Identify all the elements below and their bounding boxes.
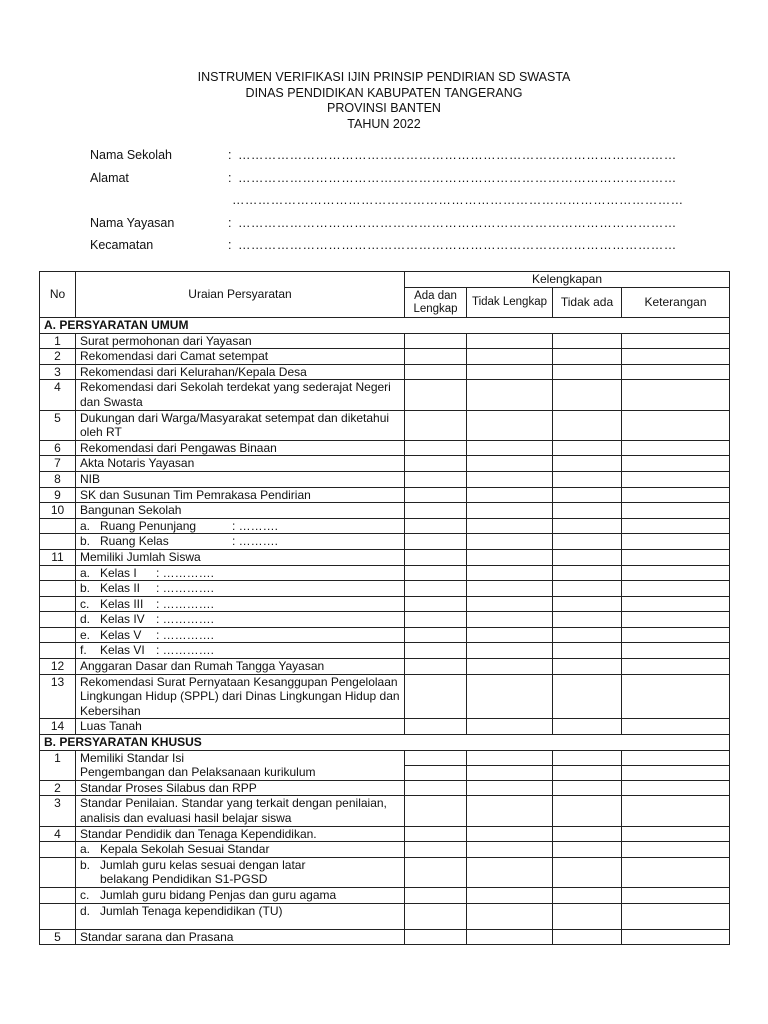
check-cell[interactable] — [553, 518, 622, 534]
info-row-alamat — [90, 169, 677, 192]
row-number: 4 — [40, 380, 76, 410]
keterangan-cell[interactable] — [622, 333, 730, 349]
check-cell[interactable] — [467, 565, 553, 581]
check-cell[interactable] — [405, 349, 467, 365]
check-cell[interactable] — [553, 440, 622, 456]
sub-value[interactable]: : …………. — [156, 612, 215, 627]
row-sub-item — [76, 857, 405, 887]
check-cell[interactable] — [467, 456, 553, 472]
document-header — [0, 70, 768, 132]
keterangan-cell[interactable] — [622, 410, 730, 440]
row-sub-item — [76, 612, 405, 628]
row-requirement: NIB — [76, 471, 405, 487]
check-cell[interactable] — [553, 487, 622, 503]
check-cell[interactable] — [553, 765, 622, 780]
check-cell[interactable] — [553, 627, 622, 643]
check-cell[interactable] — [405, 440, 467, 456]
row-number: 4 — [40, 826, 76, 842]
row-number: 2 — [40, 349, 76, 365]
table-row — [40, 549, 730, 565]
requirements-table — [39, 271, 730, 945]
table-row — [40, 333, 730, 349]
row-number-empty — [40, 842, 76, 858]
sub-value[interactable]: : ………. — [232, 518, 279, 533]
check-cell[interactable] — [405, 487, 467, 503]
row-sub-item — [76, 565, 405, 581]
check-cell[interactable] — [405, 380, 467, 410]
row-requirement: Rekomendasi dari Sekolah terdekat yang sederajat Negeri dan Swasta — [76, 380, 405, 410]
sub-label: Kelas I — [100, 565, 137, 580]
check-cell[interactable] — [553, 581, 622, 597]
check-cell[interactable] — [553, 471, 622, 487]
keterangan-cell[interactable] — [622, 456, 730, 472]
check-cell[interactable] — [467, 410, 553, 440]
row-sub-item — [76, 643, 405, 659]
row-requirement: Luas Tanah — [76, 719, 405, 735]
check-cell[interactable] — [553, 410, 622, 440]
sub-letter: c. — [80, 596, 90, 611]
check-cell[interactable] — [405, 612, 467, 628]
check-cell[interactable] — [405, 456, 467, 472]
keterangan-cell[interactable] — [622, 596, 730, 612]
check-cell[interactable] — [405, 659, 467, 675]
check-cell[interactable] — [405, 674, 467, 719]
check-cell[interactable] — [553, 565, 622, 581]
row-sub-item — [76, 842, 405, 858]
keterangan-cell[interactable] — [622, 440, 730, 456]
check-cell[interactable] — [467, 780, 553, 796]
check-cell[interactable] — [405, 826, 467, 842]
table-row — [40, 612, 730, 628]
keterangan-cell[interactable] — [622, 380, 730, 410]
row-number-empty — [40, 596, 76, 612]
keterangan-cell[interactable] — [622, 364, 730, 380]
table-row — [40, 796, 730, 826]
column-header-no: No — [40, 272, 76, 318]
check-cell[interactable] — [405, 903, 467, 929]
row-number-empty — [40, 643, 76, 659]
row-number: 5 — [40, 410, 76, 440]
check-cell[interactable] — [405, 765, 467, 780]
column-header-tidak-lengkap: Tidak Lengkap — [467, 288, 553, 318]
column-header-kelengkapan: Kelengkapan — [405, 272, 730, 288]
keterangan-cell[interactable] — [622, 719, 730, 735]
row-requirement: Pengembangan dan Pelaksanaan kurikulum — [76, 765, 405, 780]
row-sub-item — [76, 581, 405, 597]
info-row-alamat-cont — [90, 191, 684, 214]
table-row — [40, 456, 730, 472]
row-sub-item — [76, 887, 405, 903]
keterangan-cell[interactable] — [622, 549, 730, 565]
check-cell[interactable] — [553, 503, 622, 519]
header-year: TAHUN 2022 — [347, 116, 421, 131]
check-cell[interactable] — [405, 333, 467, 349]
keterangan-cell[interactable] — [622, 826, 730, 842]
keterangan-cell[interactable] — [622, 487, 730, 503]
check-cell[interactable] — [405, 410, 467, 440]
check-cell[interactable] — [553, 349, 622, 365]
check-cell[interactable] — [467, 929, 553, 945]
sub-letter: d. — [80, 903, 91, 918]
sub-value[interactable]: : ………. — [232, 534, 279, 549]
check-cell[interactable] — [553, 842, 622, 858]
check-cell[interactable] — [405, 518, 467, 534]
row-requirement: Anggaran Dasar dan Rumah Tangga Yayasan — [76, 659, 405, 675]
fill-in-dots[interactable]: …………………………………………………………………………………………… — [232, 193, 684, 207]
table-row — [40, 364, 730, 380]
check-cell[interactable] — [467, 796, 553, 826]
row-number-empty — [40, 887, 76, 903]
check-cell[interactable] — [405, 929, 467, 945]
keterangan-cell[interactable] — [622, 750, 730, 765]
table-row — [40, 887, 730, 903]
check-cell[interactable] — [405, 780, 467, 796]
row-requirement: Rekomendasi dari Pengawas Binaan — [76, 440, 405, 456]
row-number: 5 — [40, 929, 76, 945]
table-row — [40, 674, 730, 719]
check-cell[interactable] — [405, 503, 467, 519]
row-sub-item — [76, 596, 405, 612]
check-cell[interactable] — [553, 549, 622, 565]
row-requirement: Standar sarana dan Prasana — [76, 929, 405, 945]
check-cell[interactable] — [467, 549, 553, 565]
check-cell[interactable] — [553, 719, 622, 735]
table-row — [40, 719, 730, 735]
sub-label: Kelas V — [100, 627, 142, 642]
check-cell[interactable] — [467, 842, 553, 858]
table-row — [40, 929, 730, 945]
table-row — [40, 410, 730, 440]
check-cell[interactable] — [553, 674, 622, 719]
check-cell[interactable] — [405, 534, 467, 550]
header-title: INSTRUMEN VERIFIKASI IJIN PRINSIP PENDIRIAN SD SWASTA — [197, 70, 571, 84]
check-cell[interactable] — [467, 857, 553, 887]
check-cell[interactable] — [467, 596, 553, 612]
check-cell[interactable] — [405, 842, 467, 858]
fill-in-dots[interactable]: ………………………………………………………………………………………… — [238, 238, 677, 252]
column-header-ada-lengkap: Ada dan Lengkap — [405, 288, 467, 318]
sub-value[interactable]: : …………. — [156, 581, 215, 596]
info-label: Kecamatan — [90, 238, 154, 252]
sub-letter: b. — [80, 581, 91, 596]
row-requirement: Standar Proses Silabus dan RPP — [76, 780, 405, 796]
table-row — [40, 471, 730, 487]
sub-letter: a. — [80, 842, 91, 857]
sub-letter: d. — [80, 612, 91, 627]
row-number-empty — [40, 857, 76, 887]
row-requirement: Standar Penilaian. Standar yang terkait dengan penilaian, analisis dan evaluasi hasil belajar siswa — [76, 796, 405, 826]
check-cell[interactable] — [467, 659, 553, 675]
check-cell[interactable] — [553, 826, 622, 842]
row-number: 1 — [40, 750, 76, 780]
check-cell[interactable] — [467, 612, 553, 628]
check-cell[interactable] — [467, 518, 553, 534]
table-row — [40, 765, 730, 780]
info-colon: : — [228, 238, 232, 252]
check-cell[interactable] — [553, 903, 622, 929]
keterangan-cell[interactable] — [622, 518, 730, 534]
row-number: 14 — [40, 719, 76, 735]
check-cell[interactable] — [467, 471, 553, 487]
check-cell[interactable] — [405, 857, 467, 887]
check-cell[interactable] — [467, 643, 553, 659]
check-cell[interactable] — [553, 380, 622, 410]
sub-label: Ruang Penunjang — [100, 518, 197, 533]
header-agency: DINAS PENDIDIKAN KABUPATEN TANGERANG — [245, 85, 523, 100]
table-row — [40, 380, 730, 410]
row-requirement: Bangunan Sekolah — [76, 503, 405, 519]
row-sub-item — [76, 534, 405, 550]
row-number: 6 — [40, 440, 76, 456]
check-cell[interactable] — [467, 674, 553, 719]
check-cell[interactable] — [553, 643, 622, 659]
row-requirement: Dukungan dari Warga/Masyarakat setempat dan diketahui oleh RT — [76, 410, 405, 440]
check-cell[interactable] — [405, 581, 467, 597]
keterangan-cell[interactable] — [622, 857, 730, 887]
row-requirement: Surat permohonan dari Yayasan — [76, 333, 405, 349]
row-requirement: Rekomendasi dari Camat setempat — [76, 349, 405, 365]
table-row — [40, 826, 730, 842]
table-row — [40, 857, 730, 887]
check-cell[interactable] — [467, 750, 553, 765]
sub-value[interactable]: : …………. — [156, 627, 215, 642]
check-cell[interactable] — [553, 364, 622, 380]
row-number-empty — [40, 518, 76, 534]
row-requirement: Memiliki Jumlah Siswa — [76, 549, 405, 565]
check-cell[interactable] — [405, 750, 467, 765]
check-cell[interactable] — [467, 627, 553, 643]
row-number: 7 — [40, 456, 76, 472]
keterangan-cell[interactable] — [622, 887, 730, 903]
table-row — [40, 750, 730, 765]
keterangan-cell[interactable] — [622, 765, 730, 780]
info-colon: : — [228, 170, 232, 185]
check-cell[interactable] — [405, 887, 467, 903]
sub-letter: b. — [80, 857, 91, 872]
row-number-empty — [40, 534, 76, 550]
row-sub-item — [76, 518, 405, 534]
keterangan-cell[interactable] — [622, 627, 730, 643]
keterangan-cell[interactable] — [622, 612, 730, 628]
check-cell[interactable] — [553, 929, 622, 945]
keterangan-cell[interactable] — [622, 903, 730, 929]
row-number: 8 — [40, 471, 76, 487]
check-cell[interactable] — [467, 487, 553, 503]
table-row — [40, 518, 730, 534]
row-number-empty — [40, 903, 76, 929]
check-cell[interactable] — [553, 456, 622, 472]
table-row — [40, 627, 730, 643]
check-cell[interactable] — [467, 364, 553, 380]
section-title-khusus: B. PERSYARATAN KHUSUS — [40, 735, 730, 751]
sub-letter: a. — [80, 518, 91, 533]
table-row — [40, 487, 730, 503]
column-header-uraian: Uraian Persyaratan — [76, 272, 405, 318]
row-requirement: Memiliki Standar Isi — [76, 750, 405, 765]
check-cell[interactable] — [467, 534, 553, 550]
info-label: Nama Yayasan — [90, 215, 175, 230]
row-requirement: Rekomendasi Surat Pernyataan Kesanggupan Pengelolaan Lingkungan Hidup (SPPL) dari Dinas Lingkungan Hidup dan Kebersihan — [76, 674, 405, 719]
sub-label: Jumlah Tenaga kependidikan (TU) — [100, 903, 283, 918]
check-cell[interactable] — [467, 349, 553, 365]
sub-label: Kelas II — [100, 581, 141, 596]
sub-value[interactable]: : …………. — [156, 643, 215, 658]
row-number: 9 — [40, 487, 76, 503]
check-cell[interactable] — [405, 364, 467, 380]
row-number: 13 — [40, 674, 76, 719]
check-cell[interactable] — [467, 440, 553, 456]
fill-in-dots[interactable]: ………………………………………………………………………………………… — [238, 215, 677, 230]
check-cell[interactable] — [405, 549, 467, 565]
row-number-empty — [40, 565, 76, 581]
column-header-tidak-ada: Tidak ada — [553, 288, 622, 318]
info-row-kecamatan — [90, 236, 677, 259]
sub-label: Ruang Kelas — [100, 534, 169, 549]
header-province: PROVINSI BANTEN — [327, 101, 441, 115]
check-cell[interactable] — [467, 581, 553, 597]
sub-letter: f. — [80, 643, 87, 658]
row-number: 3 — [40, 796, 76, 826]
row-requirement: SK dan Susunan Tim Pemrakasa Pendirian — [76, 487, 405, 503]
sub-letter: e. — [80, 627, 91, 642]
table-row — [40, 534, 730, 550]
row-number-empty — [40, 581, 76, 597]
keterangan-cell[interactable] — [622, 503, 730, 519]
check-cell[interactable] — [553, 333, 622, 349]
fill-in-dots[interactable]: ………………………………………………………………………………………… — [238, 170, 677, 185]
keterangan-cell[interactable] — [622, 349, 730, 365]
table-row — [40, 596, 730, 612]
section-row — [40, 735, 730, 751]
check-cell[interactable] — [553, 796, 622, 826]
table-row — [40, 565, 730, 581]
row-requirement: Standar Pendidik dan Tenaga Kependidikan. — [76, 826, 405, 842]
column-header-keterangan: Keterangan — [622, 288, 730, 318]
keterangan-cell[interactable] — [622, 780, 730, 796]
check-cell[interactable] — [467, 380, 553, 410]
row-requirement: Rekomendasi dari Kelurahan/Kepala Desa — [76, 364, 405, 380]
check-cell[interactable] — [405, 796, 467, 826]
keterangan-cell[interactable] — [622, 842, 730, 858]
sub-label: Kelas VI — [100, 643, 145, 658]
check-cell[interactable] — [405, 471, 467, 487]
sub-letter: c. — [80, 887, 90, 902]
section-title-umum: A. PERSYARATAN UMUM — [40, 318, 730, 334]
row-number-empty — [40, 627, 76, 643]
table-row — [40, 842, 730, 858]
keterangan-cell[interactable] — [622, 929, 730, 945]
row-number: 1 — [40, 333, 76, 349]
check-cell[interactable] — [405, 643, 467, 659]
table-row — [40, 643, 730, 659]
table-row — [40, 440, 730, 456]
row-number-empty — [40, 612, 76, 628]
check-cell[interactable] — [553, 780, 622, 796]
check-cell[interactable] — [553, 612, 622, 628]
keterangan-cell[interactable] — [622, 534, 730, 550]
info-label: Alamat — [90, 170, 129, 185]
sub-letter: b. — [80, 534, 91, 549]
sub-label: Kepala Sekolah Sesuai Standar — [100, 842, 270, 857]
check-cell[interactable] — [467, 903, 553, 929]
keterangan-cell[interactable] — [622, 643, 730, 659]
check-cell[interactable] — [405, 627, 467, 643]
check-cell[interactable] — [553, 857, 622, 887]
info-row-nama-sekolah — [90, 146, 677, 169]
info-label: Nama Sekolah — [90, 148, 172, 162]
fill-in-dots[interactable]: ………………………………………………………………………………………… — [238, 148, 677, 162]
table-row — [40, 903, 730, 929]
row-number: 10 — [40, 503, 76, 519]
table-row — [40, 780, 730, 796]
check-cell[interactable] — [553, 887, 622, 903]
check-cell[interactable] — [467, 887, 553, 903]
check-cell[interactable] — [467, 503, 553, 519]
check-cell[interactable] — [553, 659, 622, 675]
keterangan-cell[interactable] — [622, 471, 730, 487]
keterangan-cell[interactable] — [622, 659, 730, 675]
row-number: 11 — [40, 549, 76, 565]
check-cell[interactable] — [467, 333, 553, 349]
info-colon: : — [228, 148, 232, 162]
row-requirement: Akta Notaris Yayasan — [76, 456, 405, 472]
check-cell[interactable] — [553, 534, 622, 550]
row-sub-item — [76, 903, 405, 929]
sub-value[interactable]: : …………. — [156, 565, 215, 580]
table-row — [40, 503, 730, 519]
section-row — [40, 318, 730, 334]
check-cell[interactable] — [467, 765, 553, 780]
sub-label: Kelas III — [100, 596, 144, 611]
row-number: 3 — [40, 364, 76, 380]
row-number: 2 — [40, 780, 76, 796]
check-cell[interactable] — [405, 719, 467, 735]
table-row — [40, 349, 730, 365]
check-cell[interactable] — [405, 565, 467, 581]
check-cell[interactable] — [467, 826, 553, 842]
sub-letter: a. — [80, 565, 91, 580]
keterangan-cell[interactable] — [622, 674, 730, 719]
info-colon: : — [228, 215, 232, 230]
sub-label: Jumlah guru bidang Penjas dan guru agama — [100, 887, 337, 902]
check-cell[interactable] — [553, 750, 622, 765]
keterangan-cell[interactable] — [622, 581, 730, 597]
keterangan-cell[interactable] — [622, 796, 730, 826]
sub-value[interactable]: : …………. — [156, 596, 215, 611]
row-sub-item — [76, 627, 405, 643]
school-info — [90, 146, 684, 259]
check-cell[interactable] — [553, 596, 622, 612]
sub-label: Kelas IV — [100, 612, 145, 627]
check-cell[interactable] — [405, 596, 467, 612]
row-number: 12 — [40, 659, 76, 675]
check-cell[interactable] — [467, 719, 553, 735]
table-row — [40, 659, 730, 675]
table-row — [40, 581, 730, 597]
info-row-nama-yayasan — [90, 214, 677, 237]
sub-label: Jumlah guru kelas sesuai dengan latar belakang Pendidikan S1-PGSD — [100, 857, 306, 887]
keterangan-cell[interactable] — [622, 565, 730, 581]
